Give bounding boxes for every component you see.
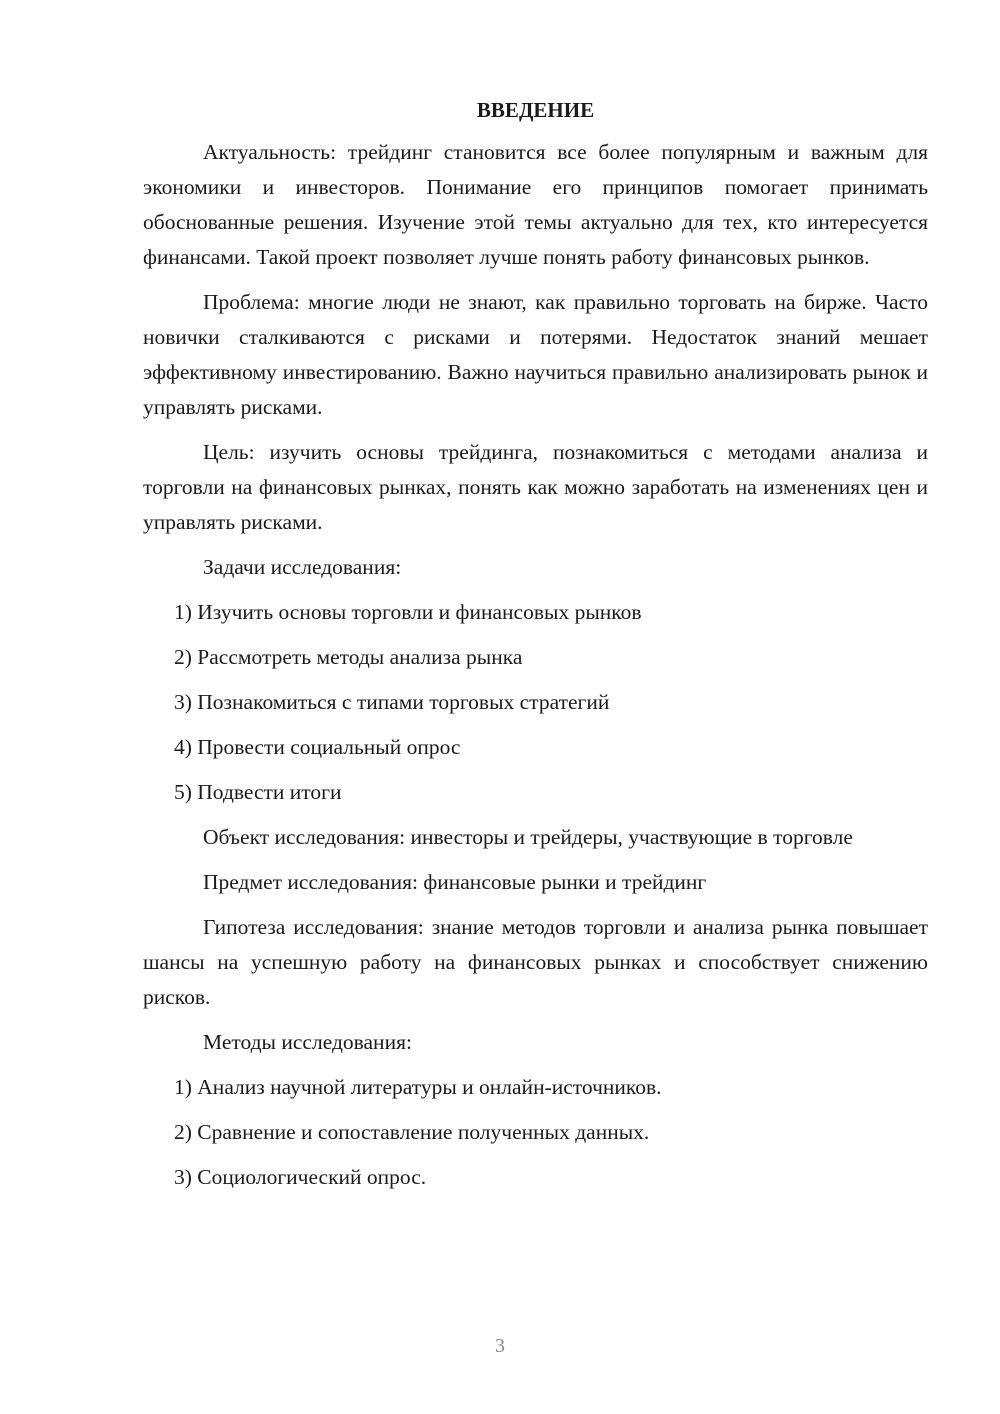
method-item-1: 1) Анализ научной литературы и онлайн-источников. — [174, 1075, 662, 1099]
method-item-3: 3) Социологический опрос. — [174, 1165, 427, 1189]
methods-title: Методы исследования: — [203, 1030, 412, 1054]
relevance-paragraph: Актуальность: трейдинг становится все более популярным и важным для экономики и инвесторов. Понимание его принципов помогает принимать обоснованные решения. Изучение этой темы актуально для тех, кто интересуется финансами. Такой проект позволяет лучше понять работу финансовых рынков. — [143, 140, 928, 269]
task-item-4: 4) Провести социальный опрос — [174, 735, 461, 759]
goal-paragraph: Цель: изучить основы трейдинга, познакомиться с методами анализа и торговли на финансовых рынках, понять как можно заработать на изменениях цен и управлять рисками. — [143, 440, 928, 534]
object-paragraph: Объект исследования: инвесторы и трейдеры, участвующие в торговле — [203, 825, 853, 849]
task-item-2: 2) Рассмотреть методы анализа рынка — [174, 645, 523, 669]
task-item-3: 3) Познакомиться с типами торговых стратегий — [174, 690, 610, 714]
problem-paragraph: Проблема: многие люди не знают, как правильно торговать на бирже. Часто новички сталкиваются с рисками и потерями. Недостаток знаний мешает эффективному инвестированию. Важно научиться правильно анализировать рынок и управлять рисками. — [143, 290, 928, 419]
page-number: 3 — [495, 1335, 505, 1357]
method-item-2: 2) Сравнение и сопоставление полученных данных. — [174, 1120, 650, 1144]
hypothesis-paragraph: Гипотеза исследования: знание методов торговли и анализа рынка повышает шансы на успешную работу на финансовых рынках и способствует снижению рисков. — [143, 915, 928, 1009]
tasks-title: Задачи исследования: — [203, 555, 402, 579]
task-item-1: 1) Изучить основы торговли и финансовых рынков — [174, 600, 642, 624]
subject-paragraph: Предмет исследования: финансовые рынки и трейдинг — [203, 870, 707, 894]
section-heading: ВВЕДЕНИЕ — [476, 98, 595, 122]
task-item-5: 5) Подвести итоги — [174, 780, 342, 804]
document-body — [143, 95, 928, 1205]
